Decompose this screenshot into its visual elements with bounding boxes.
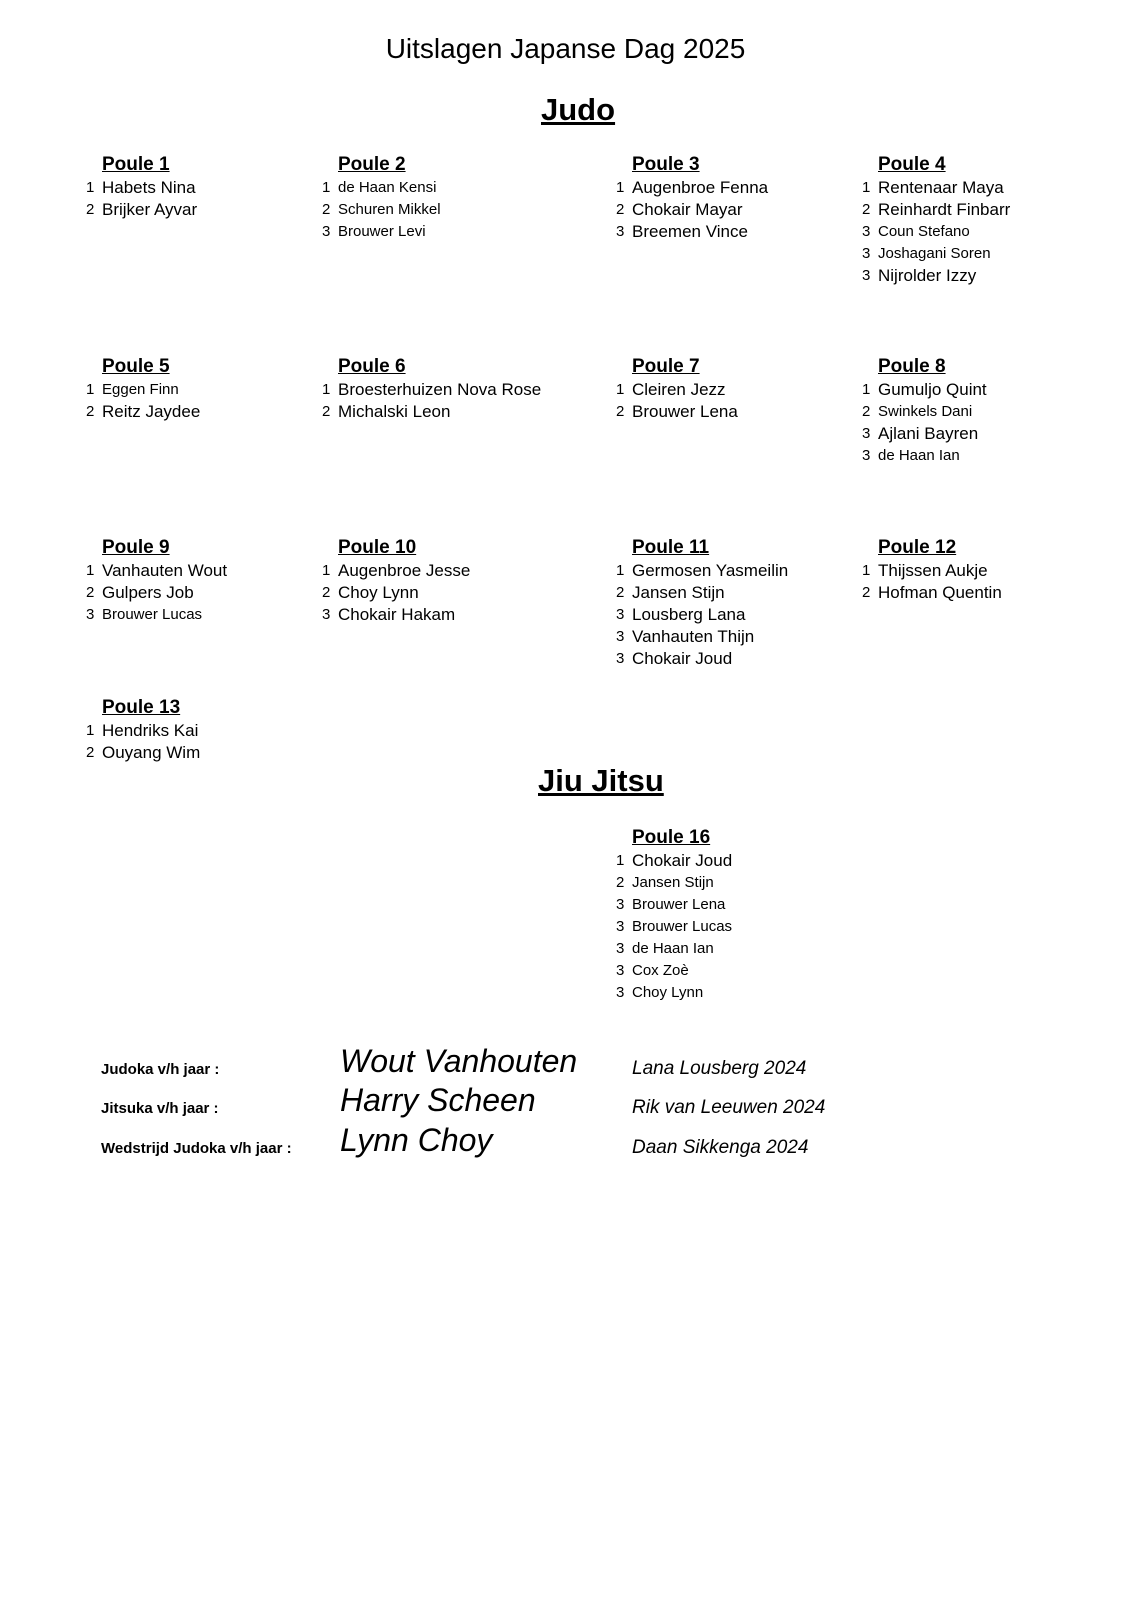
list-item: 2 Jansen Stijn [616, 583, 725, 602]
list-item: 2 Brijker Ayvar [86, 200, 198, 219]
poule-13 [86, 696, 200, 764]
list-item: 3 Coun Stefano [862, 223, 970, 240]
poule-title: Poule 6 [338, 356, 406, 377]
poule-6 [322, 355, 541, 423]
list-item: 1 de Haan Kensi [322, 179, 437, 196]
list-item: 2 Swinkels Dani [862, 403, 973, 420]
award-previous-wedstrijd: Daan Sikkenga 2024 [632, 1137, 809, 1158]
list-item: 3 Nijrolder Izzy [862, 266, 977, 285]
list-item: 2 Schuren Mikkel [322, 201, 441, 218]
list-item: 1 Thijssen Aukje [862, 561, 988, 580]
list-item: 2 Brouwer Lena [616, 402, 738, 421]
list-item: 3 Breemen Vince [616, 222, 748, 241]
poule-title: Poule 11 [632, 537, 710, 558]
award-previous-jitsuka: Rik van Leeuwen 2024 [632, 1097, 826, 1118]
poule-title: Poule 2 [338, 154, 406, 175]
poule-title: Poule 7 [632, 356, 700, 377]
list-item: 2 Reitz Jaydee [86, 402, 201, 421]
list-item: 1 Gumuljo Quint [862, 380, 987, 399]
poule-title: Poule 1 [102, 154, 170, 175]
list-item: 3 Lousberg Lana [616, 605, 746, 624]
list-item: 3 Chokair Hakam [322, 605, 456, 624]
award-winner-wedstrijd: Lynn Choy [340, 1122, 493, 1158]
list-item: 1 Eggen Finn [86, 381, 179, 398]
award-label-judoka: Judoka v/h jaar : [101, 1061, 220, 1078]
list-item: 2 Michalski Leon [322, 402, 451, 421]
poule-7 [616, 355, 738, 423]
list-item: 2 Reinhardt Finbarr [862, 200, 1011, 219]
award-winner-jitsuka: Harry Scheen [340, 1082, 536, 1118]
list-item: 2 Jansen Stijn [616, 874, 714, 891]
poule-10 [322, 536, 470, 626]
list-item: 1 Cleiren Jezz [616, 380, 726, 399]
jiujitsu-heading: Jiu Jitsu [538, 763, 664, 798]
award-label-jitsuka: Jitsuka v/h jaar : [101, 1100, 219, 1117]
poule-1 [86, 153, 197, 221]
list-item: 2 Chokair Mayar [616, 200, 743, 219]
poule-12 [862, 536, 1002, 604]
list-item: 1 Vanhauten Wout [86, 561, 228, 580]
list-item: 3 Brouwer Lucas [616, 918, 733, 935]
list-item: 1 Broesterhuizen Nova Rose [322, 380, 542, 399]
list-item: 3 Joshagani Soren [862, 245, 991, 262]
award-winner-judoka: Wout Vanhouten [340, 1043, 578, 1079]
poule-5 [86, 355, 200, 423]
list-item: 1 Hendriks Kai [86, 721, 199, 740]
poule-title: Poule 10 [338, 537, 417, 558]
list-item: 3 Brouwer Lucas [86, 606, 203, 623]
poule-4 [862, 153, 1010, 287]
list-item: 2 Hofman Quentin [862, 583, 1002, 602]
list-item: 2 Choy Lynn [322, 583, 419, 602]
list-item: 3 de Haan Ian [862, 447, 960, 464]
poule-2 [322, 153, 441, 243]
poule-title: Poule 8 [878, 356, 946, 377]
list-item: 1 Germosen Yasmeilin [616, 561, 789, 580]
list-item: 1 Augenbroe Fenna [616, 178, 769, 197]
poule-3 [616, 153, 768, 243]
page-title: Uitslagen Japanse Dag 2025 [385, 33, 746, 64]
list-item: 2 Gulpers Job [86, 583, 194, 602]
list-item: 1 Augenbroe Jesse [322, 561, 471, 580]
poule-16 [616, 826, 732, 1004]
list-item: 3 Cox Zoè [616, 962, 689, 979]
poule-title: Poule 12 [878, 537, 957, 558]
list-item: 3 Brouwer Lena [616, 896, 726, 913]
list-item: 3 de Haan Ian [616, 940, 714, 957]
poule-title: Poule 5 [102, 356, 170, 377]
poule-title: Poule 16 [632, 827, 711, 848]
list-item: 1 Chokair Joud [616, 851, 733, 870]
award-label-wedstrijd: Wedstrijd Judoka v/h jaar : [101, 1140, 292, 1157]
poule-title: Poule 13 [102, 697, 181, 718]
poule-11 [616, 536, 788, 670]
poule-title: Poule 3 [632, 154, 700, 175]
poule-9 [86, 536, 227, 626]
award-previous-judoka: Lana Lousberg 2024 [632, 1058, 807, 1079]
poule-title: Poule 4 [878, 154, 946, 175]
list-item: 3 Choy Lynn [616, 984, 704, 1001]
list-item: 3 Ajlani Bayren [862, 424, 979, 443]
list-item: 3 Brouwer Levi [322, 223, 426, 240]
judo-heading: Judo [541, 92, 616, 127]
list-item: 3 Chokair Joud [616, 649, 733, 668]
list-item: 3 Vanhauten Thijn [616, 627, 755, 646]
list-item: 2 Ouyang Wim [86, 743, 201, 762]
list-item: 1 Habets Nina [86, 178, 196, 197]
poule-8 [862, 355, 987, 467]
list-item: 1 Rentenaar Maya [862, 178, 1004, 197]
poule-title: Poule 9 [102, 537, 170, 558]
